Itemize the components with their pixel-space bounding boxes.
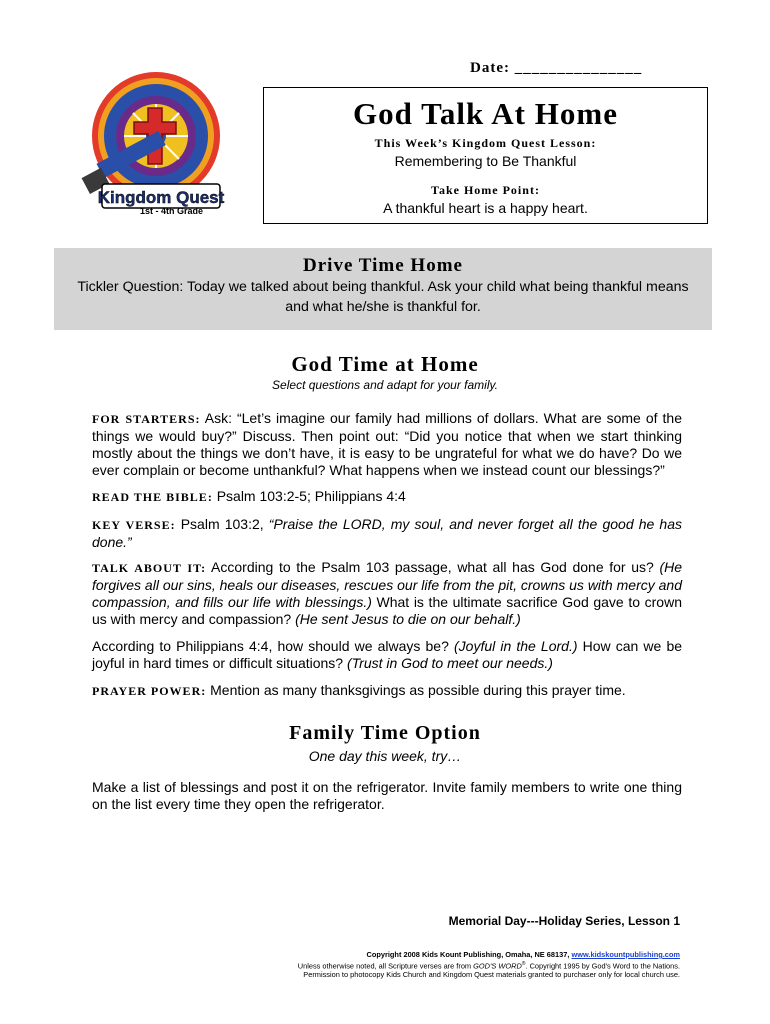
take-home-point: A thankful heart is a happy heart. <box>383 200 588 216</box>
talk-question1: According to the Psalm 103 passage, what all has God done for us? <box>206 559 660 575</box>
lesson-name: Remembering to Be Thankful <box>394 153 577 169</box>
take-home-label: Take Home Point: <box>431 183 540 197</box>
title-box <box>263 87 708 224</box>
read-bible-label: READ THE BIBLE: <box>92 490 213 504</box>
for-starters-paragraph <box>92 410 682 479</box>
lesson-label: This Week’s Kingdom Quest Lesson: <box>374 136 597 150</box>
drive-heading: Drive Time Home <box>303 255 463 276</box>
philippians-paragraph <box>92 638 682 672</box>
phil-question2: How can we be joyful in hard times or difficult situations? <box>92 638 683 671</box>
logo-text: Kingdom Quest <box>97 188 225 207</box>
tickler-question-line2: and what he/she is thankful for. <box>285 299 481 315</box>
for-starters-text: Ask: “Let’s imagine our family had millions of dollars. What are some of the things we would buy?” Discuss. Then point out: “Did you notice that when we start thinking mostly about the things we don’t have, it is easy to be ungrateful for what we do have? Do we ever complain or become unthankful? What happens when we instead count our blessings?” <box>92 410 682 478</box>
scripture-source: GOD'S WORD <box>473 961 522 971</box>
publisher-link[interactable]: www.kidskountpublishing.com <box>571 950 680 959</box>
key-verse-ref: Psalm 103:2, <box>175 516 269 532</box>
read-bible-paragraph <box>92 488 682 506</box>
talk-answer1: (He forgives all our sins, heals our diseases, rescues our life from the pit, crowns us with mercy and compassion, and fills our life with blessings.) <box>92 559 682 610</box>
prayer-power-paragraph <box>92 682 682 700</box>
key-verse-paragraph <box>92 516 682 551</box>
family-time-heading: Family Time Option <box>289 722 481 744</box>
key-verse-label: KEY VERSE: <box>92 518 176 532</box>
family-time-subtitle: One day this week, try… <box>308 748 462 764</box>
grade-label: 1st - 4th Grade <box>140 206 204 216</box>
god-time-heading: God Time at Home <box>291 352 479 376</box>
permission-note: Permission to photocopy Kids Church and Kingdom Quest materials granted to purchaser only for local church use. <box>303 970 680 979</box>
copyright-line <box>240 950 680 960</box>
talk-about-it-label: TALK ABOUT IT: <box>92 561 207 575</box>
key-verse-text: “Praise the LORD, my soul, and never forget all the good he has done.” <box>92 516 682 550</box>
scripture-note: Unless otherwise noted, all Scripture verses are from GOD'S WORD®. Copyright 1995 by God's Word to the Nations. <box>297 961 680 971</box>
scripture-note-a: Unless otherwise noted, all Scripture verses are from <box>297 961 474 971</box>
talk-about-it-paragraph <box>92 559 682 628</box>
family-time-text: Make a list of blessings and post it on the refrigerator. Invite family members to write one thing on the list every time they open the refrigerator. <box>92 779 682 812</box>
prayer-power-text: Mention as many thanksgivings as possible during this prayer time. <box>206 682 626 698</box>
read-bible-text: Psalm 103:2-5; Philippians 4:4 <box>212 488 406 504</box>
talk-question2: What is the ultimate sacrifice God gave to crown us with mercy and compassion? <box>92 594 682 627</box>
phil-answer1: (Joyful in the Lord.) <box>454 638 578 654</box>
talk-answer2: (He sent Jesus to die on our behalf.) <box>295 611 521 627</box>
series-label: Memorial Day---Holiday Series, Lesson 1 <box>448 914 680 928</box>
phil-question1: According to Philippians 4:4, how should we always be? <box>92 638 454 654</box>
god-time-subtitle: Select questions and adapt for your family. <box>272 378 498 392</box>
tickler-question-line1: Tickler Question: Today we talked about being thankful. Ask your child what being thankful means <box>77 279 689 295</box>
drive-time-section <box>54 248 712 330</box>
date-line: Date: _______________ <box>470 60 643 76</box>
phil-answer2: (Trust in God to meet our needs.) <box>346 655 553 671</box>
for-starters-label: FOR STARTERS: <box>92 412 201 426</box>
copyright-text: Copyright 2008 Kids Kount Publishing, Omaha, NE 68137, <box>366 950 572 959</box>
scripture-note-b: . Copyright 1995 by God's Word to the Nations. <box>525 961 680 971</box>
prayer-power-label: PRAYER POWER: <box>92 684 207 698</box>
page-title: God Talk At Home <box>353 96 618 131</box>
